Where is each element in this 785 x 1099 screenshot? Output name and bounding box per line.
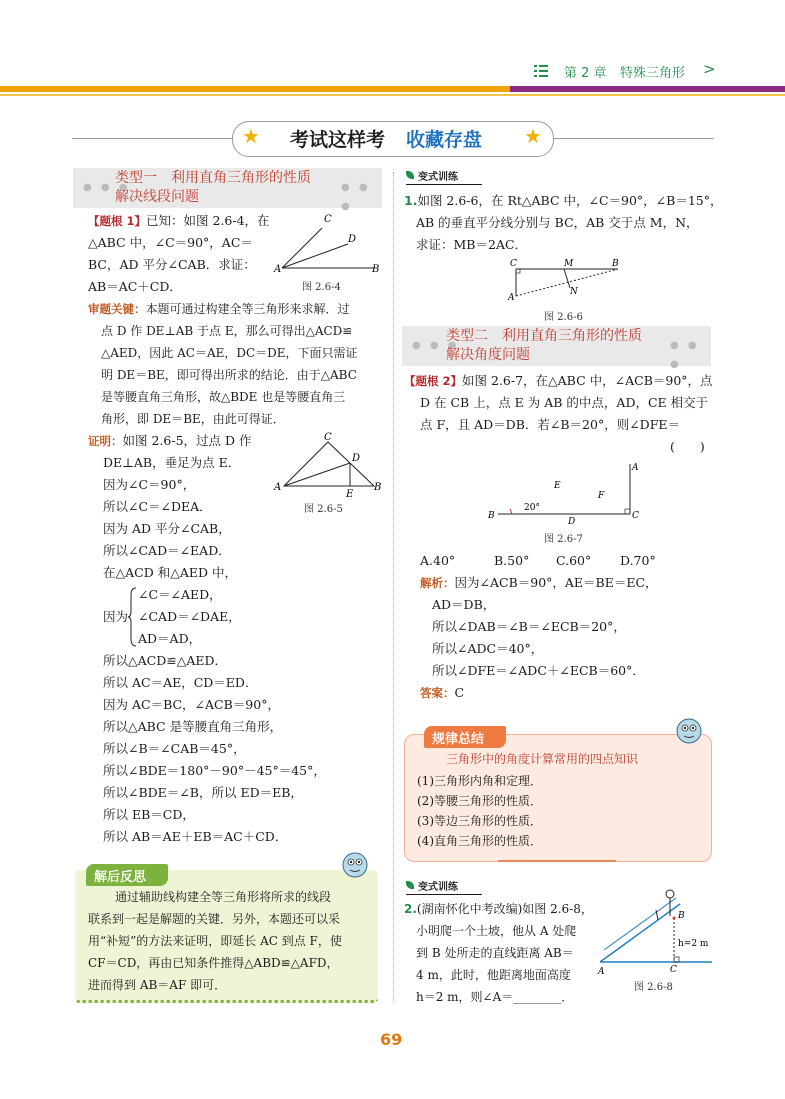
proof-brace-2: AD＝AD， <box>138 631 202 646</box>
proof-line-b6: 所以∠BDE＝∠B，所以 ED＝EB， <box>103 785 303 800</box>
column-divider <box>393 172 394 1002</box>
proof-line-a0: DE⊥AB，垂足为点 E． <box>103 455 241 470</box>
option-b[interactable]: B.50° <box>494 553 530 568</box>
proof-line-b4: 所以∠B＝∠CAB＝45°， <box>103 741 246 756</box>
fig264-label-d: D <box>348 234 357 245</box>
fig267-label-angle: 20° <box>524 503 540 513</box>
fig265-label-a: A <box>274 482 282 493</box>
fig266-label-n: N <box>570 287 578 297</box>
reflection-title: 解后反思 <box>94 870 147 885</box>
solution-label: 解析： <box>420 576 455 590</box>
fig268-caption: 图 2.6-8 <box>634 982 673 993</box>
star-icon: ★ <box>524 124 542 148</box>
figure-2-6-7 <box>480 458 650 528</box>
reflection-line-0: 通过辅助线构建全等三角形将所求的线段 <box>115 890 332 904</box>
solution-line-2: 所以∠DAB＝∠B＝∠ECB＝20°， <box>432 619 626 634</box>
fig267-caption: 图 2.6-7 <box>544 534 583 545</box>
proof-label: 证明： <box>88 434 123 448</box>
summary-subtitle: 三角形中的角度计算常用的四点知识 <box>446 752 639 766</box>
brace-icon <box>128 587 138 647</box>
type2-header: ● ● ● ● ● ● 类型二 利用直角三角形的性质 解决角度问题 <box>402 326 711 366</box>
fig267-label-e: E <box>554 481 561 491</box>
analysis-label: 审题关键： <box>88 302 146 316</box>
p1-line-0: 1.如图 2.6-6，在 Rt△ABC 中，∠C＝90°，∠B＝15°， <box>404 193 723 208</box>
practice1-tag: 变式训练 <box>418 172 458 183</box>
fig265-label-d: D <box>352 453 361 464</box>
fig266-label-c: C <box>510 259 517 269</box>
fig267-label-a: A <box>632 463 639 473</box>
option-c[interactable]: C.60° <box>556 553 592 568</box>
fig264-label-a: A <box>274 264 282 275</box>
proof-line-a2: 所以∠C＝∠DEA． <box>103 499 212 514</box>
mascot-icon <box>672 714 706 748</box>
proof-line-a4: 所以∠CAD＝∠EAD． <box>103 543 231 558</box>
fig267-label-c: C <box>632 511 639 521</box>
fig265-label-b: B <box>374 482 382 493</box>
header-title: 特殊三角形 <box>620 66 686 81</box>
fig267-label-d: D <box>568 517 576 527</box>
practice2-leaf-icon <box>406 881 414 889</box>
proof-line-a5: 在△ACD 和△AED 中， <box>103 565 237 580</box>
option-a[interactable]: A.40° <box>420 553 456 568</box>
type1-line2: 解决线段问题 <box>115 189 199 205</box>
solution-line-3: 所以∠ADC＝40°， <box>432 641 544 656</box>
answer-line <box>420 682 464 704</box>
summary-item-2: (3)等边三角形的性质． <box>417 814 542 828</box>
proof-line-b1: 所以 AC＝AE，CD＝ED． <box>103 675 258 690</box>
q2-line-2: 点 F，且 AD＝DB．若∠B＝20°，则∠DFE＝ <box>420 417 680 432</box>
fig268-label-a: A <box>598 967 605 977</box>
banner-subtitle: 收藏存盘 <box>406 129 483 151</box>
summary-bottom-line <box>498 860 616 862</box>
reflection-line-3: CF＝CD，再由已知条件推得△ABD≌△AFD， <box>88 956 339 970</box>
proof-brace-1: ∠CAD＝∠DAE， <box>138 609 241 624</box>
fig267-label-f: F <box>598 491 605 501</box>
chevron-right-icon[interactable]: > <box>703 60 716 78</box>
type1-line1: 类型一 利用直角三角形的性质 <box>115 170 311 186</box>
answer-value: C <box>454 685 465 700</box>
fig264-label-c: C <box>324 214 332 225</box>
star-icon: ★ <box>242 124 260 148</box>
p2-line-0: 2.(湖南怀化中考改编)如图 2.6-8， <box>404 902 593 916</box>
reflection-line-2: 用“补短”的方法来证明，即延长 AC 到点 F，使 <box>88 934 342 948</box>
summary-item-3: (4)直角三角形的性质． <box>417 834 542 848</box>
fig268-label-b: B <box>678 911 685 921</box>
proof-line-first: 证明：如图 2.6-5，过点 D 作 <box>88 433 252 448</box>
option-d[interactable]: D.70° <box>620 553 656 568</box>
figure-2-6-8 <box>596 880 714 980</box>
p2-line-4: h＝2 m，则∠A＝________． <box>416 990 574 1004</box>
fig266-label-b: B <box>612 259 619 269</box>
fig265-caption: 图 2.6-5 <box>304 504 343 515</box>
proof-line-b5: 所以∠BDE＝180°－90°－45°＝45°， <box>103 763 326 778</box>
solution-line-0: 解析：因为∠ACB＝90°，AE＝BE＝EC， <box>420 575 658 590</box>
p1-num: 1. <box>404 193 418 208</box>
proof-line-b2: 因为 AC＝BC，∠ACB＝90°， <box>103 697 280 712</box>
header-bar-thin <box>0 94 785 96</box>
fig264-caption: 图 2.6-4 <box>302 282 341 293</box>
proof-line-b7: 所以 EB＝CD， <box>103 807 195 822</box>
banner-line-right <box>552 138 714 139</box>
proof-brace-0: ∠C＝∠AED， <box>138 587 222 602</box>
proof-because: 因为 <box>103 609 129 624</box>
q1-line-1: △ABC 中，∠C＝90°，AC＝ <box>88 235 253 250</box>
q2-paren: ( ) <box>670 439 705 454</box>
practice1-leaf-icon <box>406 171 414 179</box>
analysis-line-3: 明 DE＝BE，即可得出所求的结论．由于△ABC <box>101 368 357 382</box>
figure-2-6-6 <box>500 256 630 308</box>
proof-line-b8: 所以 AB＝AE＋EB＝AC＋CD． <box>103 829 288 844</box>
mascot-icon <box>338 848 372 882</box>
fig266-label-m: M <box>564 259 574 269</box>
practice2-tag: 变式训练 <box>418 882 458 893</box>
analysis-line-4: 是等腰直角三角形，故△BDE 也是等腰直角三 <box>101 390 346 404</box>
answer-label: 答案： <box>420 686 455 700</box>
p1-line-1: AB 的垂直平分线分别与 BC，AB 交于点 M，N， <box>416 215 699 230</box>
fig268-label-h: h=2 m <box>678 939 709 949</box>
practice1-underline <box>406 184 482 185</box>
summary-title: 规律总结 <box>432 732 485 747</box>
proof-line-b3: 所以△ABC 是等腰直角三角形， <box>103 719 283 734</box>
banner-line-left <box>72 138 232 139</box>
q1-line-3: AB＝AC＋CD． <box>88 279 182 294</box>
reflection-line-1: 联系到一起是解题的关键．另外，本题还可以采 <box>88 912 341 926</box>
q1-tag: 【题根 1】 <box>88 214 147 228</box>
fig265-label-c: C <box>324 432 332 443</box>
header-bar-purple <box>510 86 785 92</box>
type2-line2: 解决角度问题 <box>446 347 530 363</box>
analysis-line-2: △AED，因此 AC＝AE，DC＝DE，下面只需证 <box>101 346 358 360</box>
q2-tag: 【题根 2】 <box>404 374 463 388</box>
proof-line-a1: 因为∠C＝90°， <box>103 477 196 492</box>
fig265-label-e: E <box>346 489 354 500</box>
banner-box <box>232 121 554 157</box>
p2-num: 2. <box>404 902 417 916</box>
header-chapter: 第 2 章 <box>564 66 607 81</box>
practice2-underline <box>406 894 482 895</box>
q1-line-2: BC，AD 平分∠CAB．求证： <box>88 257 256 272</box>
type2-line1: 类型二 利用直角三角形的性质 <box>446 328 642 344</box>
solution-line-4: 所以∠DFE＝∠ADC＋∠ECB＝60°． <box>432 663 645 678</box>
q1-line-0: 【题根 1】已知：如图 2.6-4，在 <box>88 213 270 228</box>
page-number: 69 <box>380 1030 403 1049</box>
p2-line-2: 到 B 处所走的直线距离 AB＝ <box>416 946 574 960</box>
fig268-label-c: C <box>670 965 677 975</box>
fig266-caption: 图 2.6-6 <box>544 312 583 323</box>
summary-item-1: (2)等腰三角形的性质． <box>417 794 542 808</box>
header-menu-icon[interactable] <box>534 65 548 78</box>
p1-line-2: 求证：MB＝2AC． <box>416 237 528 252</box>
fig266-label-a: A <box>508 293 515 303</box>
type1-header: ● ● ● ● ● ● 类型一 利用直角三角形的性质 解决线段问题 <box>73 168 382 208</box>
summary-item-0: (1)三角形内角和定理． <box>417 774 542 788</box>
fig264-label-b: B <box>372 264 380 275</box>
banner-title: 考试这样考 <box>290 129 386 151</box>
header-bar-orange <box>0 86 510 92</box>
fig267-label-b: B <box>488 511 495 521</box>
figure-2-6-5 <box>270 430 385 500</box>
solution-line-1: AD＝DB， <box>432 597 496 612</box>
p2-line-1: 小明爬一个土坡，他从 A 处爬 <box>416 924 577 938</box>
q2-line-0: 【题根 2】如图 2.6-7，在△ABC 中，∠ACB＝90°，点 <box>404 373 713 388</box>
reflection-line-4: 进而得到 AB＝AF 即可． <box>88 978 227 992</box>
q2-line-1: D 在 CB 上，点 E 为 AB 的中点，AD，CE 相交于 <box>420 395 709 410</box>
analysis-line-5: 角形，即 DE＝BE，由此可得证． <box>101 412 285 426</box>
proof-line-b0: 所以△ACD≌△AED． <box>103 653 227 668</box>
proof-line-a3: 因为 AD 平分∠CAB， <box>103 521 231 536</box>
analysis-line-0: 审题关键：本题可通过构建全等三角形来求解．过 <box>88 302 350 316</box>
analysis-line-1: 点 D 作 DE⊥AB 于点 E，那么可得出△ACD≌ <box>101 324 353 338</box>
p2-line-3: 4 m，此时，他距离地面高度 <box>416 968 571 982</box>
